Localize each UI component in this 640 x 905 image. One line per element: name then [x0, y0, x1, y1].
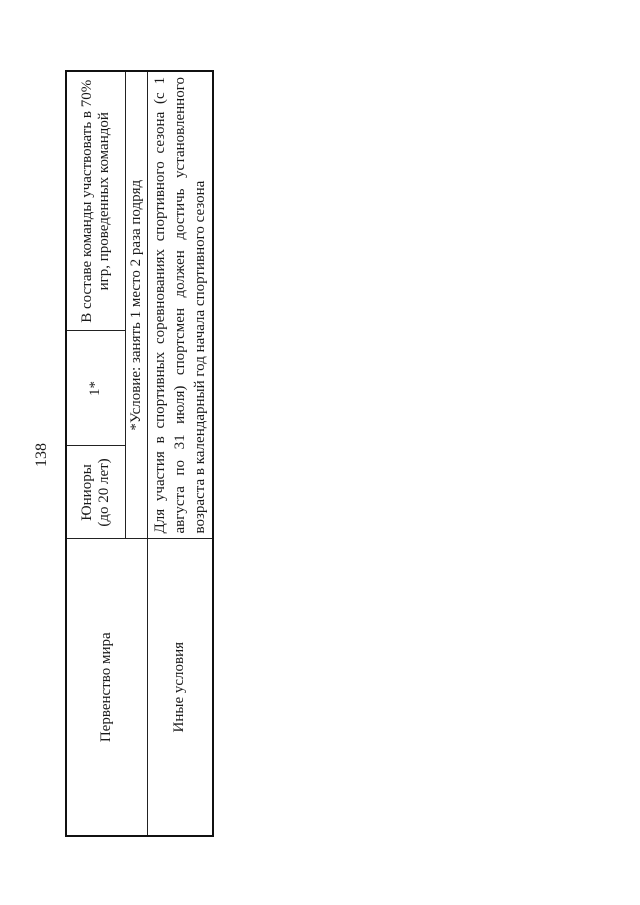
- page-number: 138: [33, 443, 50, 467]
- rotated-table-container: [65, 72, 208, 837]
- condition-line2: игр, проведенных командой: [95, 112, 112, 291]
- place-cell: 1*: [66, 331, 125, 446]
- age-group-cell: [66, 446, 125, 539]
- table-row: [147, 71, 213, 836]
- competition-cell: Первенство мира: [66, 539, 147, 836]
- other-conditions-text: Для участия в спортивных соревнованиях спортивного сезона (с 1 августа по 31 июля) спортсмен должен достичь установленного возраста в календарный год начала спортивного сезона: [147, 71, 213, 539]
- age-group-line2: (до 20 лет): [95, 458, 112, 527]
- condition-line1: В составе команды участвовать в 70%: [78, 79, 95, 323]
- age-group-line1: Юниоры: [78, 464, 95, 521]
- requirements-table: [65, 70, 214, 837]
- condition-cell: [66, 71, 125, 331]
- table-row: [66, 71, 125, 836]
- footnote-cell: *Условие: занять 1 место 2 раза подряд: [125, 71, 147, 539]
- other-conditions-label: Иные условия: [147, 539, 213, 836]
